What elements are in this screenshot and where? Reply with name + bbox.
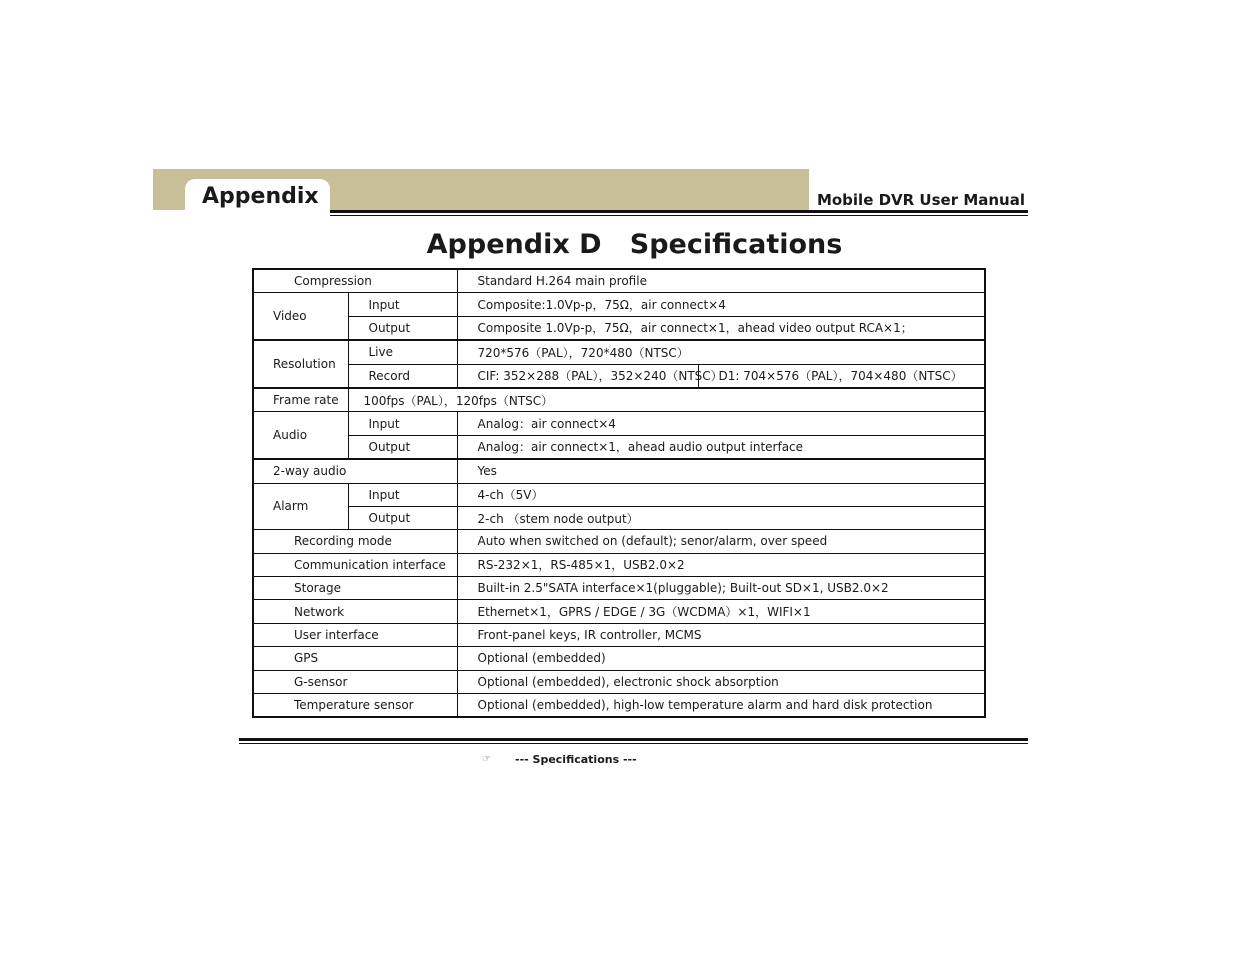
table-row (253, 340, 985, 364)
row-label: Video (253, 293, 348, 340)
row-sublabel: Live (348, 340, 457, 364)
table-row (253, 435, 985, 459)
row-value: 720*576（PAL），720*480（NTSC） (457, 340, 985, 364)
page-title: Appendix D Specifications (426, 229, 843, 260)
row-value: Optional (embedded), high-low temperature alarm and hard disk protection (457, 694, 985, 718)
footer-rule-thick (239, 738, 1028, 741)
row-value: Optional (embedded), electronic shock absorption (457, 670, 985, 693)
section-tab-label: Appendix (202, 184, 319, 209)
manual-title: Mobile DVR User Manual (816, 191, 1025, 209)
row-label: Storage (253, 577, 457, 600)
header-rule-thick (330, 210, 1028, 213)
row-value: 100fps（PAL），120fps（NTSC） (348, 388, 985, 412)
header-rule-thin (330, 215, 1028, 216)
row-label: Resolution (253, 340, 348, 388)
row-label: G-sensor (253, 670, 457, 693)
row-value: Composite 1.0Vp-p，75Ω，air connect×1，ahead video output RCA×1； (457, 316, 985, 340)
row-label: 2-way audio (253, 459, 457, 483)
row-sublabel: Output (348, 435, 457, 459)
row-value: Composite:1.0Vp-p，75Ω，air connect×4 (457, 293, 985, 316)
row-label: Recording mode (253, 530, 457, 553)
row-value: 2-ch （stem node output） (457, 506, 985, 529)
table-row (253, 694, 985, 718)
table-row (253, 269, 985, 293)
table-row (253, 483, 985, 506)
row-value: Optional (embedded) (457, 647, 985, 670)
row-label: Communication interface (253, 553, 457, 576)
footer-label: --- Specifications --- (515, 753, 637, 766)
table-row (253, 412, 985, 435)
table-row (253, 316, 985, 340)
row-value: Analog：air connect×1，ahead audio output interface (457, 435, 985, 459)
table-row (253, 530, 985, 553)
row-sublabel: Record (348, 364, 457, 388)
footer-rule-thin (239, 743, 1028, 744)
row-label: Frame rate (253, 388, 348, 412)
record-cif-value: CIF: 352×288（PAL），352×240（NTSC） (458, 365, 699, 387)
pointing-hand-icon: ☞ (482, 754, 491, 765)
table-row (253, 600, 985, 623)
row-value: Analog：air connect×4 (457, 412, 985, 435)
row-label: GPS (253, 647, 457, 670)
row-sublabel: Input (348, 412, 457, 435)
row-sublabel: Input (348, 483, 457, 506)
table-row (253, 670, 985, 693)
table-row (253, 364, 985, 388)
row-value: Built-in 2.5"SATA interface×1(pluggable); Built-out SD×1, USB2.0×2 (457, 577, 985, 600)
table-row (253, 647, 985, 670)
row-label: Alarm (253, 483, 348, 530)
row-value: Auto when switched on (default); senor/alarm, over speed (457, 530, 985, 553)
row-sublabel: Output (348, 316, 457, 340)
specifications-table (252, 268, 986, 718)
table-row (253, 623, 985, 646)
row-value: Yes (457, 459, 985, 483)
table-row (253, 459, 985, 483)
row-label: Audio (253, 412, 348, 459)
row-label: Compression (253, 269, 457, 293)
table-row (253, 293, 985, 316)
row-sublabel: Output (348, 506, 457, 529)
table-row (253, 388, 985, 412)
row-label: User interface (253, 623, 457, 646)
row-value: Standard H.264 main profile (457, 269, 985, 293)
row-label: Temperature sensor (253, 694, 457, 718)
row-value: 4-ch（5V） (457, 483, 985, 506)
table-row (253, 506, 985, 529)
row-value: Front-panel keys, IR controller, MCMS (457, 623, 985, 646)
row-label: Network (253, 600, 457, 623)
table-row (253, 553, 985, 576)
row-value-split (457, 364, 985, 388)
row-value: Ethernet×1，GPRS / EDGE / 3G（WCDMA）×1，WIFI×1 (457, 600, 985, 623)
record-d1-value: D1: 704×576（PAL），704×480（NTSC） (718, 369, 963, 384)
table-row (253, 577, 985, 600)
row-value: RS-232×1，RS-485×1，USB2.0×2 (457, 553, 985, 576)
row-sublabel: Input (348, 293, 457, 316)
